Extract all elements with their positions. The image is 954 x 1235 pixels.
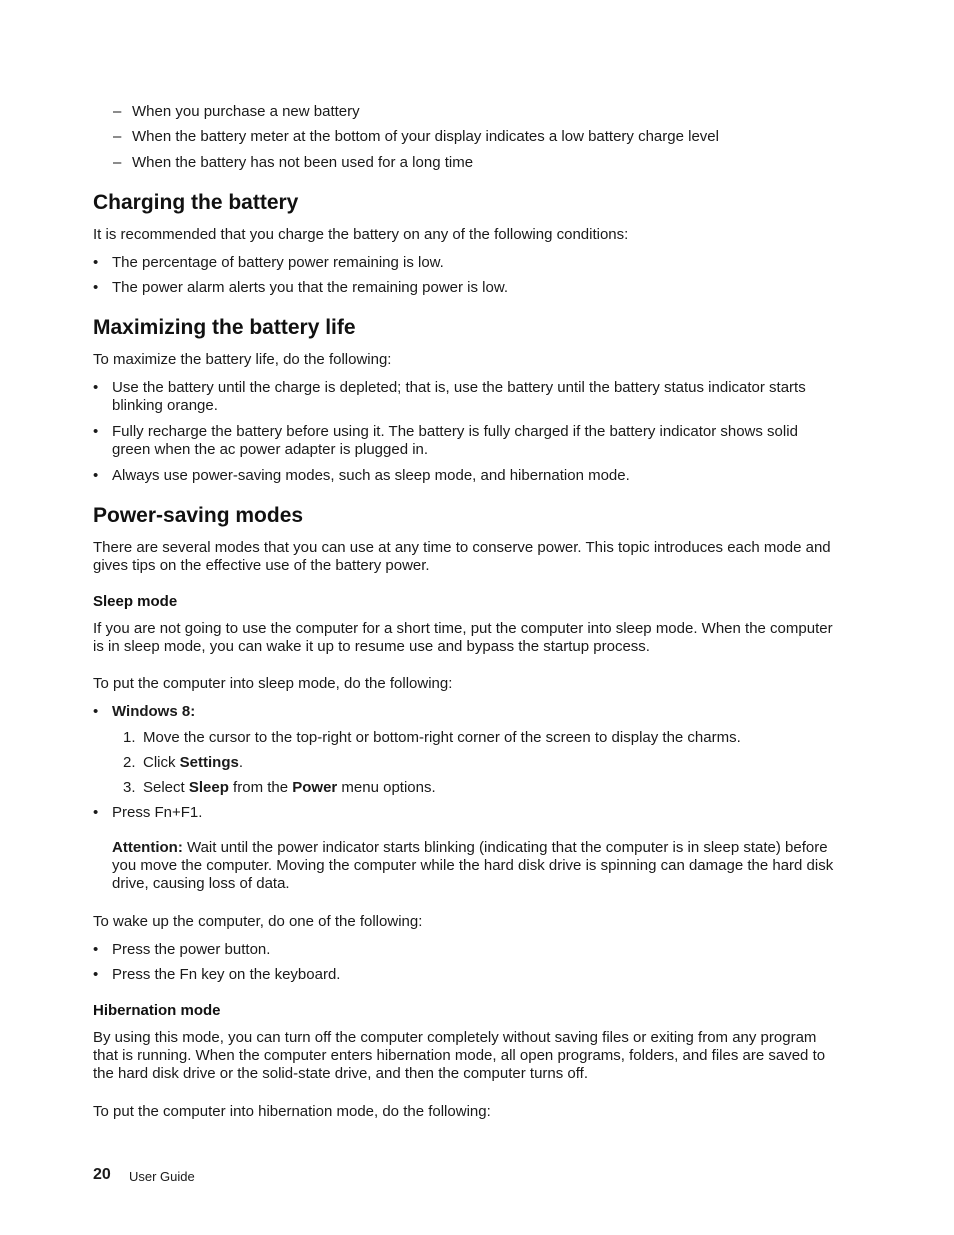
step-text-part: menu options. [337,779,436,796]
sleep-label: Sleep [188,779,229,796]
bullet-marker: • [93,254,99,271]
windows8-label: Windows 8: [112,703,196,720]
heading-hibernation-mode: Hibernation mode [93,1002,221,1019]
attention-note [112,839,838,893]
sleep-para-2: To put the computer into sleep mode, do the following: [93,675,453,692]
heading-sleep-mode: Sleep mode [93,593,178,610]
dash-marker: – [113,103,122,120]
sleep-para-1: If you are not going to use the computer for a short time, put the computer into sleep mode. When the computer is in sleep mode, you can wake it up to resume use and bypass the startup process. [93,620,833,655]
power-label: Power [292,779,338,796]
wake-intro: To wake up the computer, do one of the following: [93,913,423,930]
list-item-text: When the battery meter at the bottom of your display indicates a low battery charge level [132,128,719,145]
footer-title: User Guide [129,1169,195,1184]
heading-power-saving: Power-saving modes [93,504,304,527]
hibernation-para-1: By using this mode, you can turn off the computer completely without saving files or exiting from any program that is running. When the computer enters hibernation mode, all open programs, folders, and files are saved to the hard disk drive or the solid-state drive, and then the computer turns off. [93,1029,826,1082]
power-saving-intro: There are several modes that you can use at any time to conserve power. This topic introduces each mode and gives tips on the effective use of the battery power. [93,539,831,574]
list-item-text: Press the Fn key on the keyboard. [112,966,341,983]
list-item-text: When the battery has not been used for a long time [132,154,474,171]
bullet-marker: • [93,423,99,440]
step-text [143,754,243,772]
list-item-text: Press the power button. [112,941,271,958]
bullet-marker: • [93,966,99,983]
heading-maximizing: Maximizing the battery life [93,316,356,339]
bullet-marker: • [93,379,99,396]
list-item-text: When you purchase a new battery [132,103,360,120]
bullet-marker: • [93,279,99,296]
list-item-text: The power alarm alerts you that the remaining power is low. [112,279,509,296]
bullet-marker: • [93,703,99,720]
step-text-part: Select [143,779,189,796]
settings-label: Settings [179,754,239,771]
bullet-marker: • [93,941,99,958]
list-item-text: Always use power-saving modes, such as sleep mode, and hibernation mode. [112,467,630,484]
list-item-text: Use the battery until the charge is depleted; that is, use the battery until the battery status indicator starts blinking orange. [112,379,806,414]
hibernation-para-2: To put the computer into hibernation mode, do the following: [93,1103,491,1120]
step-text-part: Click [143,754,180,771]
list-item-text: The percentage of battery power remaining is low. [112,254,444,271]
step-number: 3. [123,779,136,796]
step-text: Move the cursor to the top-right or bottom-right corner of the screen to display the charms. [143,729,741,746]
attention-text: Wait until the power indicator starts blinking (indicating that the computer is in sleep state) before you move the computer. Moving the computer while the hard disk drive is spinning can damage the hard disk drive, causing loss of data. [112,839,834,892]
heading-charging: Charging the battery [93,191,299,214]
step-text [143,779,436,797]
step-number: 1. [123,729,136,746]
charging-intro: It is recommended that you charge the battery on any of the following conditions: [93,226,629,243]
dash-marker: – [113,128,122,145]
step-text-part: . [238,754,244,771]
bullet-marker: • [93,804,99,821]
list-item-text: Press Fn+F1. [112,804,203,821]
step-number: 2. [123,754,136,771]
attention-label: Attention: [112,839,183,856]
maximizing-intro: To maximize the battery life, do the following: [93,351,392,368]
dash-marker: – [113,154,122,171]
step-text-part: from the [228,779,293,796]
bullet-marker: • [93,467,99,484]
list-item-text: Fully recharge the battery before using it. The battery is fully charged if the battery indicator shows solid green when the ac power adapter is plugged in. [112,423,798,458]
page-number: 20 [93,1166,111,1183]
